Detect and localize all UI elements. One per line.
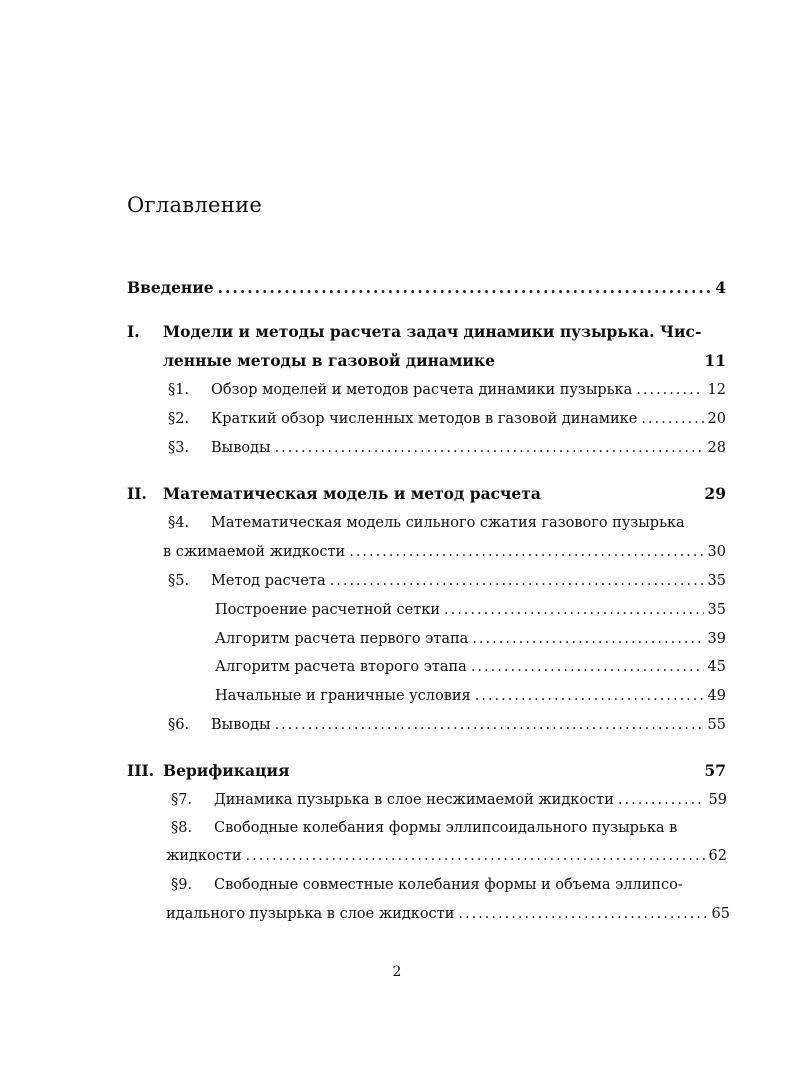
leader-dots: [641, 408, 703, 430]
toc-chapter-2[interactable]: [127, 483, 726, 505]
toc-page: 55: [707, 717, 726, 733]
leader-dots: [349, 541, 703, 563]
toc-label: Краткий обзор численных методов в газовой динамике: [211, 411, 638, 427]
chapter-number: III.: [127, 761, 155, 780]
toc-label-line2: жидкости: [166, 848, 242, 864]
leader-dots: [218, 277, 712, 299]
chapter-title: Верификация: [163, 761, 290, 780]
chapter-title-line2: ленные методы в газовой динамике: [163, 351, 495, 370]
toc-section-4-cont[interactable]: [163, 541, 726, 563]
chapter-title-line1: Модели и методы расчета задач динамики пузырька. Чис-: [163, 322, 702, 341]
chapter-number: I.: [127, 322, 140, 341]
toc-section-1[interactable]: [168, 379, 726, 401]
section-number: §8.: [171, 820, 193, 836]
toc-page: 65: [711, 906, 730, 922]
toc-page: 49: [707, 688, 726, 704]
toc-section-2[interactable]: [168, 408, 726, 430]
toc-label: Алгоритм расчета второго этапа: [215, 659, 467, 675]
toc-label-line1: Математическая модель сильного сжатия газового пузырька: [211, 515, 685, 531]
toc-section-5[interactable]: [168, 570, 726, 592]
toc-section-9-cont[interactable]: [166, 903, 730, 925]
leader-dots: [636, 379, 703, 401]
toc-page: 30: [707, 544, 726, 560]
toc-page: 59: [708, 792, 727, 808]
leader-dots: [472, 628, 703, 650]
toc-label: Выводы: [211, 440, 271, 456]
toc-section-6[interactable]: [168, 714, 726, 736]
section-number: §3.: [168, 440, 190, 456]
chapter-title: Математическая модель и метод расчета: [163, 484, 541, 503]
toc-label-line1: Свободные колебания формы эллипсоидального пузырька в: [214, 820, 678, 836]
toc-label: Введение: [127, 278, 214, 297]
toc-label: Начальные и граничные условия: [215, 688, 471, 704]
page-title: Оглавление: [127, 193, 263, 217]
leader-dots: [275, 714, 704, 736]
toc-page: 35: [707, 573, 726, 589]
toc-page: 62: [708, 848, 727, 864]
toc-chapter-1[interactable]: [127, 321, 726, 343]
section-number: §9.: [171, 877, 193, 893]
toc-page: 12: [707, 382, 726, 398]
toc-label: Динамика пузырька в слое несжимаемой жидкости: [214, 792, 614, 808]
toc-page: 28: [707, 440, 726, 456]
toc-page: 45: [707, 659, 726, 675]
toc-label-line2: в сжимаемой жидкости: [163, 544, 346, 560]
toc-label: Построение расчетной сетки: [215, 602, 440, 618]
toc-chapter-1-cont[interactable]: [163, 350, 726, 372]
page-number: 2: [392, 964, 402, 980]
toc-section-8[interactable]: [171, 817, 727, 839]
section-number: §4.: [168, 515, 190, 531]
toc-page: 29: [704, 484, 726, 503]
section-number: §5.: [168, 573, 190, 589]
toc-section-7[interactable]: [171, 789, 727, 811]
toc-section-3[interactable]: [168, 437, 726, 459]
leader-dots: [330, 570, 704, 592]
leader-dots: [458, 903, 707, 925]
toc-page: 20: [707, 411, 726, 427]
toc-label: Обзор моделей и методов расчета динамики пузырька: [211, 382, 633, 398]
toc-page: 39: [707, 631, 726, 647]
section-number: §2.: [168, 411, 190, 427]
leader-dots: [444, 599, 704, 621]
toc-subsection-5a[interactable]: [215, 599, 726, 621]
toc-subsection-5b[interactable]: [215, 628, 726, 650]
toc-section-4[interactable]: [168, 512, 726, 534]
toc-label-line2: идального пузырька в слое жидкости: [166, 906, 455, 922]
toc-section-8-cont[interactable]: [166, 845, 727, 867]
section-number: §1.: [168, 382, 190, 398]
toc-page: 35: [707, 602, 726, 618]
toc-section-9[interactable]: [171, 874, 727, 896]
leader-dots: [475, 685, 704, 707]
toc-subsection-5d[interactable]: [215, 685, 726, 707]
toc-label: Выводы: [211, 717, 271, 733]
toc-entry-intro[interactable]: [127, 277, 726, 299]
toc-label-line1: Свободные совместные колебания формы и объема эллипсо-: [214, 877, 683, 893]
leader-dots: [275, 437, 704, 459]
toc-chapter-3[interactable]: [127, 760, 726, 782]
toc-page: 4: [715, 278, 726, 297]
section-number: §6.: [168, 717, 190, 733]
toc-subsection-5c[interactable]: [215, 656, 726, 678]
toc-page: 57: [704, 761, 726, 780]
leader-dots: [246, 845, 705, 867]
toc-label: Метод расчета: [211, 573, 326, 589]
section-number: §7.: [171, 792, 193, 808]
leader-dots: [618, 789, 705, 811]
chapter-number: II.: [127, 484, 147, 503]
toc-page: 11: [704, 351, 726, 370]
leader-dots: [471, 656, 704, 678]
toc-label: Алгоритм расчета первого этапа: [215, 631, 469, 647]
